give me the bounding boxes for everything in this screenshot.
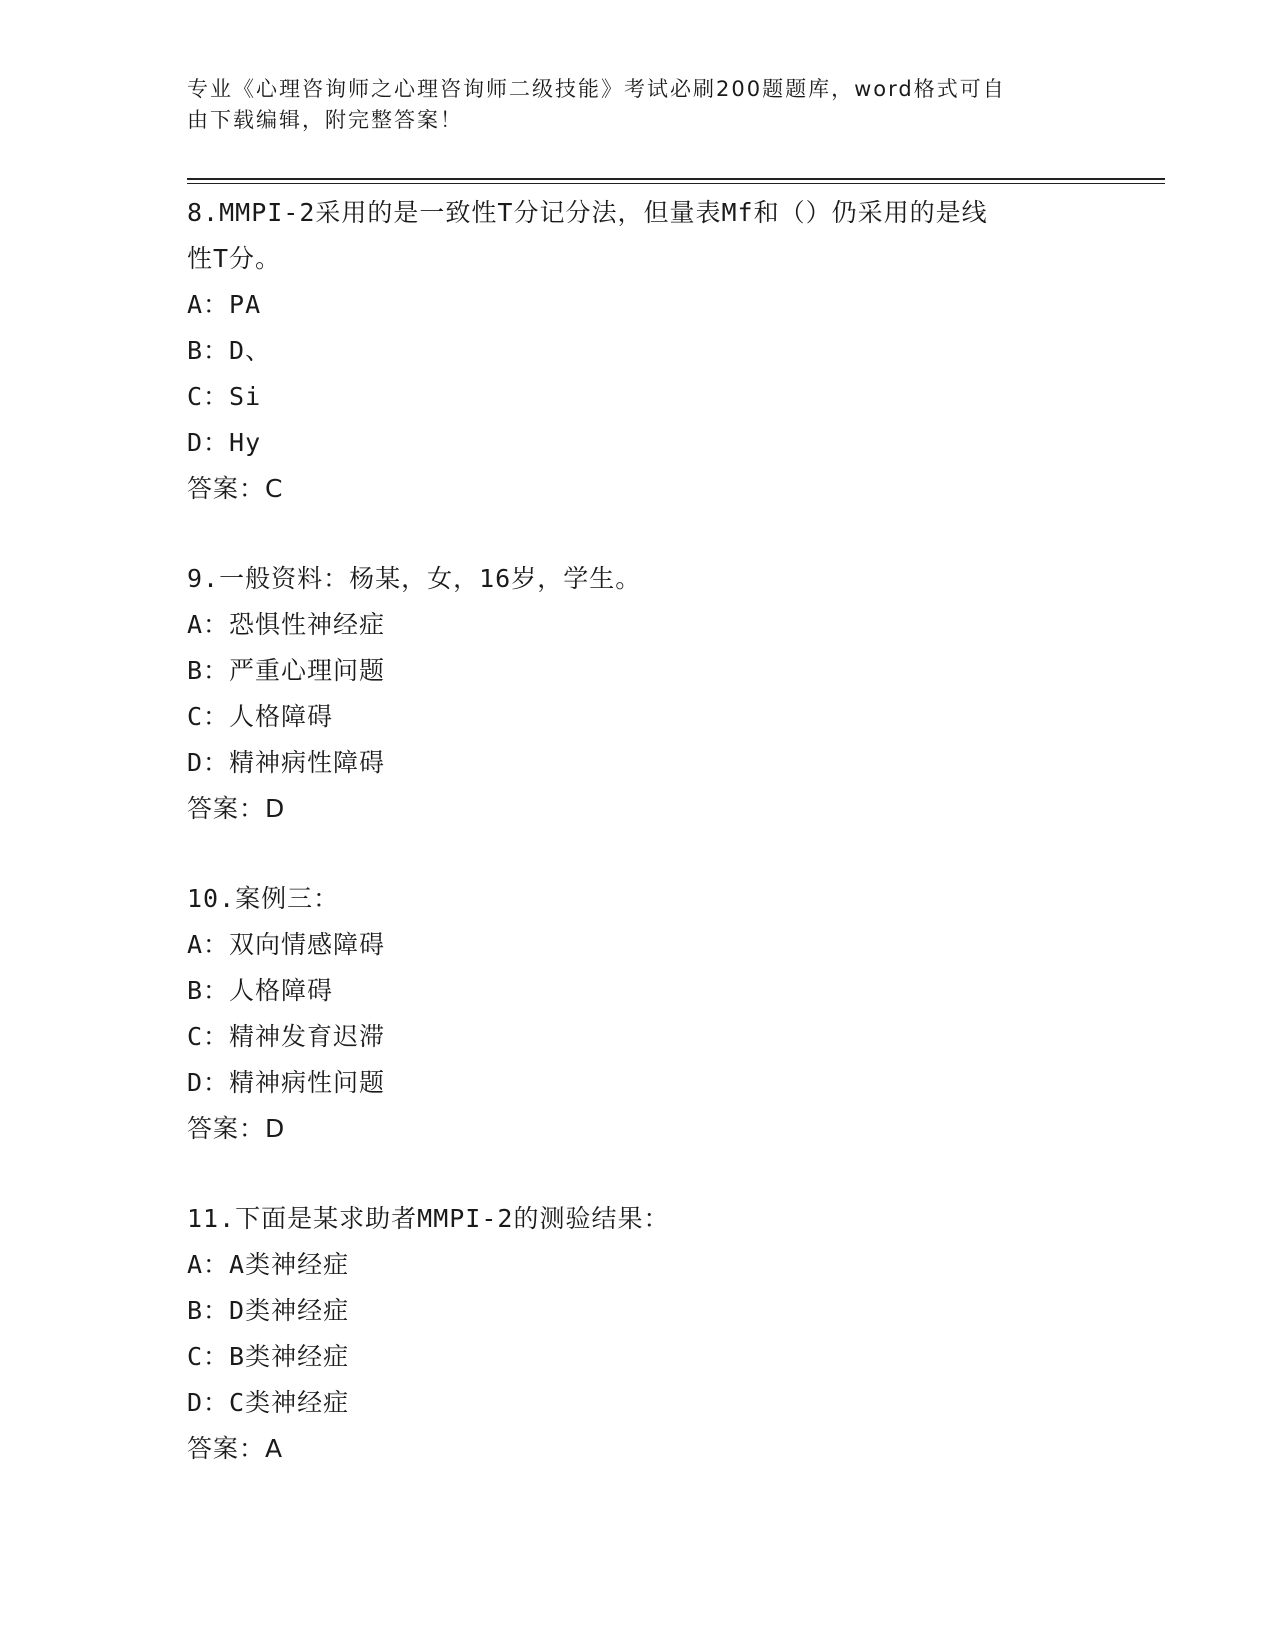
question-block bbox=[187, 876, 1147, 1152]
question-block bbox=[187, 556, 1147, 832]
header-line: 专业《心理咨询师之心理咨询师二级技能》考试必刷200题题库，word格式可自 bbox=[187, 77, 1006, 101]
header-divider bbox=[187, 183, 1165, 184]
option-c: C：Si bbox=[187, 382, 262, 411]
option-c: C：B类神经症 bbox=[187, 1342, 350, 1371]
option-b: B：D类神经症 bbox=[187, 1296, 350, 1325]
header-line: 由下载编辑，附完整答案！ bbox=[187, 108, 463, 132]
option-b: B：严重心理问题 bbox=[187, 656, 386, 685]
answer-line: 答案：C bbox=[187, 474, 284, 503]
question-stem: 11.下面是某求助者MMPI-2的测验结果： bbox=[187, 1204, 670, 1233]
option-a: A：双向情感障碍 bbox=[187, 930, 386, 959]
answer-line: 答案：D bbox=[187, 1114, 286, 1143]
answer-line: 答案：D bbox=[187, 794, 286, 823]
option-b: B：D、 bbox=[187, 336, 272, 365]
option-c: C：精神发育迟滞 bbox=[187, 1022, 386, 1051]
option-a: A：恐惧性神经症 bbox=[187, 610, 386, 639]
option-d: D：精神病性问题 bbox=[187, 1068, 386, 1097]
option-a: A：A类神经症 bbox=[187, 1250, 350, 1279]
option-c: C：人格障碍 bbox=[187, 702, 334, 731]
header-divider bbox=[187, 178, 1165, 180]
question-block bbox=[187, 1196, 1147, 1472]
question-block bbox=[187, 190, 1147, 512]
question-stem: 9.一般资料：杨某，女，16岁，学生。 bbox=[187, 564, 642, 593]
question-stem: 8.MMPI-2采用的是一致性T分记分法，但量表Mf和（）仍采用的是线 bbox=[187, 198, 988, 227]
question-list bbox=[187, 190, 1147, 1472]
question-stem: 性T分。 bbox=[187, 244, 282, 273]
question-stem: 10.案例三： bbox=[187, 884, 340, 913]
answer-line: 答案：A bbox=[187, 1434, 284, 1463]
option-d: D：Hy bbox=[187, 428, 262, 457]
option-d: D：精神病性障碍 bbox=[187, 748, 386, 777]
option-b: B：人格障碍 bbox=[187, 976, 334, 1005]
option-d: D：C类神经症 bbox=[187, 1388, 350, 1417]
document-header bbox=[187, 74, 1087, 136]
option-a: A：PA bbox=[187, 290, 262, 319]
